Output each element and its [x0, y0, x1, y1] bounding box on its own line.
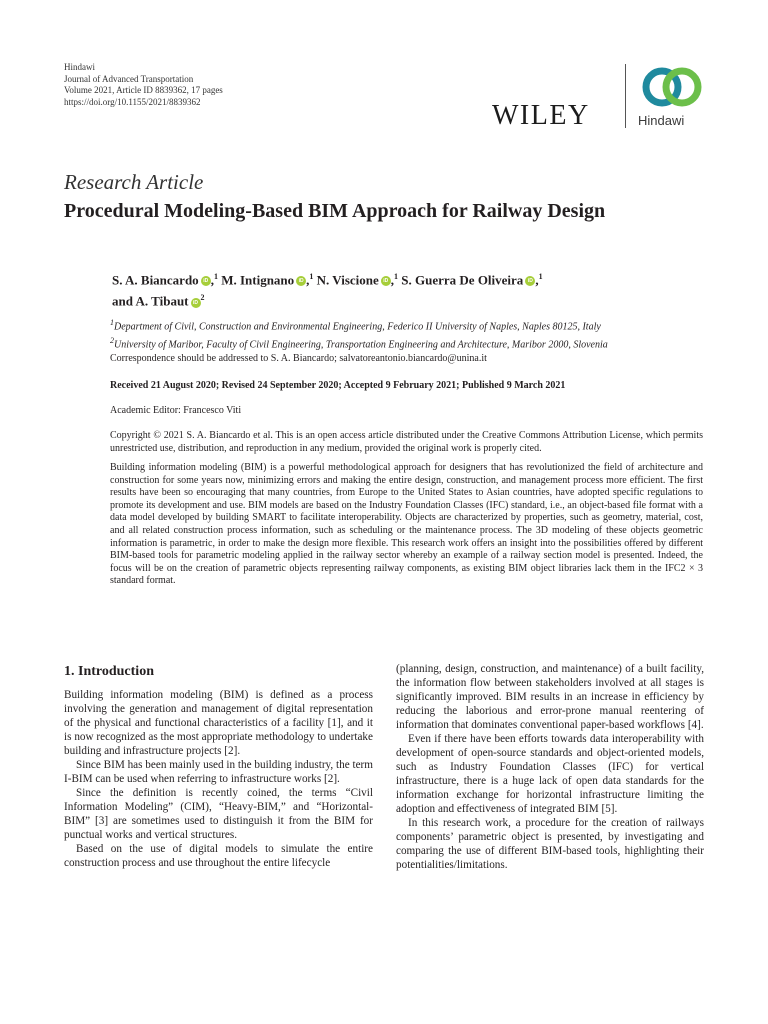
paragraph: Even if there have been efforts towards data interoperability with development of open-source standards and object-oriented models, such as Industry Foundation Classes (IFC) for vertical infrastructure, there is a huge lack of open data standards for the information exchange for horizontal infrastructure limiting the adoption and effectiveness of integrated BIM [5].	[396, 733, 704, 815]
article-type: Research Article	[64, 170, 204, 194]
author-name: A. Tibaut	[135, 293, 189, 309]
author-list	[112, 268, 543, 311]
paragraph: In this research work, a procedure for the creation of railways components’ parametric object is presented, by investigating and comparing the use of different BIM-based tools, highlighting their potentialities/limitations.	[396, 817, 704, 871]
academic-editor: Academic Editor: Francesco Viti	[110, 405, 242, 416]
author-name: N. Viscione	[316, 272, 379, 288]
publication-dates: Received 21 August 2020; Revised 24 September 2020; Accepted 9 February 2021; Published 9 March 2021	[110, 380, 566, 391]
author-name: M. Intignano	[221, 272, 295, 288]
body-column-left	[64, 688, 373, 870]
paragraph: Since the definition is recently coined, the terms “Civil Information Modeling” (CIM), “Heavy-BIM,” and “Horizontal-BIM” [3] are sometimes used to distinguish it from the BIM for punctual works and vertical structures.	[64, 787, 373, 841]
volume-line: Volume 2021, Article ID 8839362, 17 pages	[64, 85, 223, 95]
orcid-icon[interactable]: iD	[191, 298, 201, 308]
author-conjunction: and	[112, 293, 133, 309]
paragraph: Building information modeling (BIM) is defined as a process involving the generation and management of digital representation of the physical and functional characteristics of a facility [1], and it is now recognized as the most appropriate methodology to undertake building and infrastructure projects [2].	[64, 689, 373, 757]
hindawi-rings-icon	[638, 64, 706, 110]
affiliation-1: $^1$Department of Civil, Construction and Environmental Engineering, Federico II University of Naples, Naples 80125, Italy	[110, 318, 601, 333]
author-line-1: S. A. Biancardo iD ,$^1$ M. Intignano iD ,$^1$ N. Viscione iD ,$^1$ S. Guerra De Oliveira iD ,$^1$	[112, 272, 543, 288]
abstract: Building information modeling (BIM) is a powerful methodological approach for designers that has revolutionized the field of architecture and construction for some years now, minimizing errors and making the entire design, construction, and management process more efficient. The first results have been so encouraging that many countries, from Europe to the United States to Asian countries, have adopted specific regulations to promote its development and use. BIM models are based on the Industry Foundation Classes (IFC) standard, i.e., an object-based file format with a data model developed by building SMART to facilitate interoperability. Objects are characterized by properties, such as geometry, material, cost, and all related construction process information, such as scheduling or the maintenance process. The 3D modeling of these objects geometric information is parametric, in order to make the design more flexible. This research work offers an insight into the possibilities offered by different BIM-based tools for parametric modeling applied in the railway sector whereby an example of a railway section model is presented. Indeed, the focus will be on the creation of parametric objects representing railway components, as existing BIM object libraries lack them in the IFC2 × 3 standard format.	[110, 462, 703, 587]
paragraph: (planning, design, construction, and maintenance) of a built facility, the information flow between stakeholders involved at all stages is significantly improved. BIM results in an increase in efficiency by reducing the laborious and error-prone manual reentering of information that dominates conventional paper-based workflows [4].	[396, 663, 704, 731]
author-name: S. A. Biancardo	[112, 272, 199, 288]
orcid-icon[interactable]: iD	[525, 276, 535, 286]
body-column-right	[396, 662, 704, 872]
paragraph: Since BIM has been mainly used in the building industry, the term I-BIM can be used when referring to infrastructure works [2].	[64, 759, 373, 785]
author-name: S. Guerra De Oliveira	[401, 272, 524, 288]
doi-link[interactable]: https://doi.org/10.1155/2021/8839362	[64, 96, 201, 107]
section-heading-introduction: 1. Introduction	[64, 664, 154, 679]
journal-name: Journal of Advanced Transportation	[64, 73, 194, 84]
correspondence: Correspondence should be addressed to S. A. Biancardo; salvatoreantonio.biancardo@unina.it	[110, 353, 487, 364]
affiliation-2: $^2$University of Maribor, Faculty of Civil Engineering, Transportation Engineering and Architecture, Maribor 2000, Slovenia	[110, 335, 608, 351]
author-affiliation-number: 2	[200, 293, 205, 303]
orcid-icon[interactable]: iD	[201, 276, 211, 286]
copyright-notice: Copyright © 2021 S. A. Biancardo et al. This is an open access article distributed under the Creative Commons Attribution License, which permits unrestricted use, distribution, and reproduction in any medium, provided the original work is properly cited.	[110, 430, 703, 454]
author-affiliation-number: 1	[213, 272, 218, 281]
publisher-name: Hindawi	[64, 62, 95, 72]
orcid-icon[interactable]: iD	[296, 276, 306, 286]
author-affiliation-number: 1	[538, 272, 543, 281]
paragraph: Based on the use of digital models to simulate the entire construction process and use throughout the entire lifecycle	[64, 843, 373, 869]
affiliations	[110, 316, 608, 352]
orcid-icon[interactable]: iD	[381, 276, 391, 286]
journal-metadata	[64, 62, 223, 108]
author-line-2	[112, 289, 543, 310]
article-title: Procedural Modeling-Based BIM Approach for Railway Design	[64, 200, 606, 222]
author-affiliation-number: 1	[394, 272, 399, 281]
author-affiliation-number: 1	[309, 272, 314, 281]
logo-divider	[625, 64, 626, 128]
hindawi-logo-text: Hindawi	[638, 113, 685, 128]
wiley-logo: WILEY	[492, 100, 590, 131]
